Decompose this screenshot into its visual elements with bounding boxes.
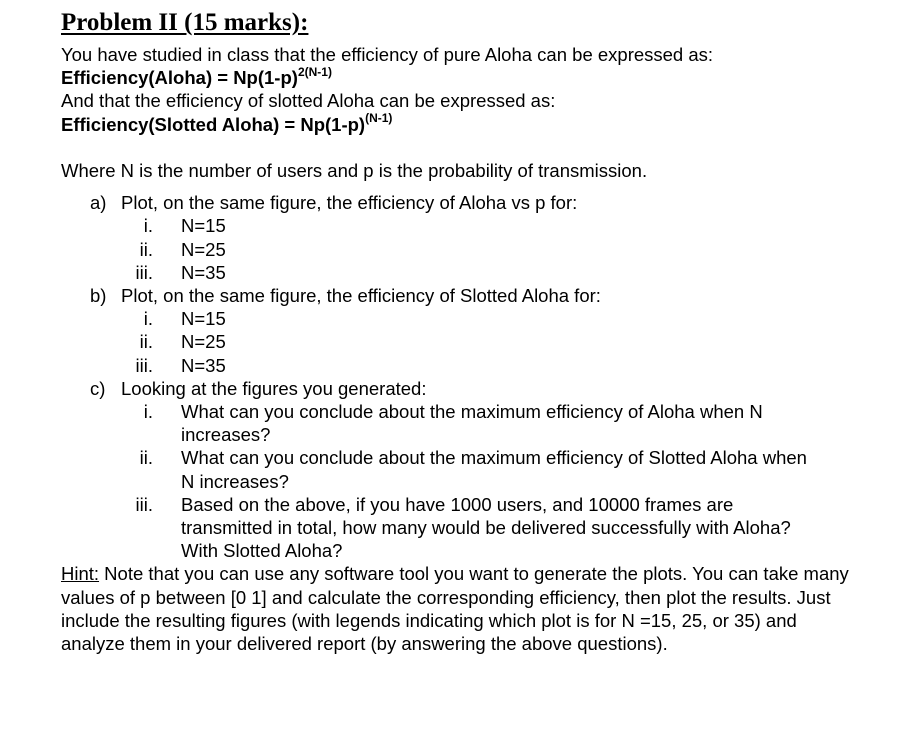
where-statement: Where N is the number of users and p is the probability of transmission. [61,160,648,181]
aloha-formula-base: Efficiency(Aloha) = Np(1-p) [61,67,298,89]
part-a-marker: a) [90,192,107,214]
slotted-aloha-formula [61,113,861,136]
part-c-item [61,446,861,492]
numeral: ii. [139,331,153,353]
intro-aloha-line: You have studied in class that the efficiency of pure Aloha can be expressed as: [61,44,714,65]
item-text: N=35 [181,354,226,376]
hint-paragraph [61,562,861,655]
item-text: Based on the above, if you have 1000 users, and 10000 frames are transmitted in total, how many would be delivered successfully with Aloha? With Slotted Aloha? [181,493,791,562]
part-a [61,191,861,214]
aloha-formula-exponent: 2(N-1) [297,65,332,80]
aloha-formula [61,66,861,89]
item-text: N=25 [181,238,226,260]
part-a-item [61,214,861,237]
item-text: N=15 [181,308,226,330]
part-c-item [61,400,861,446]
hint-label: Hint: [61,563,100,585]
part-a-text: Plot, on the same figure, the efficiency of Aloha vs p for: [121,192,578,214]
part-c-item [61,493,861,563]
numeral: iii. [135,261,153,283]
part-b [61,284,861,307]
problem-title: Problem II (15 marks): [61,9,309,36]
part-a-item [61,261,861,284]
item-text: N=15 [181,215,226,237]
numeral: ii. [139,238,153,260]
problem-body [61,43,861,655]
item-text: What can you conclude about the maximum efficiency of Aloha when N increases? [181,401,763,446]
numeral: i. [143,308,153,330]
part-a-item [61,238,861,261]
numeral: i. [143,215,153,237]
intro-slotted-line: And that the efficiency of slotted Aloha can be expressed as: [61,90,556,112]
part-c [61,377,861,400]
item-text: What can you conclude about the maximum efficiency of Slotted Aloha when N increases? [181,447,807,492]
part-b-text: Plot, on the same figure, the efficiency of Slotted Aloha for: [121,285,601,307]
numeral: iii. [135,493,153,515]
slotted-formula-exponent: (N-1) [365,111,393,126]
part-b-marker: b) [90,285,107,307]
numeral: ii. [139,447,153,469]
numeral: iii. [135,354,153,376]
hint-text: Note that you can use any software tool you want to generate the plots. You can take many values of p between [0 1] and calculate the corresponding efficiency, then plot the results. Just include the resulting figures (with legends indicating which plot is for N =15, 25, or 35) and analyze them in your delivered report (by answering the above questions). [61,563,849,655]
part-c-text: Looking at the figures you generated: [121,377,427,399]
part-b-item [61,354,861,377]
numeral: i. [143,401,153,423]
item-text: N=25 [181,331,226,353]
part-b-item [61,330,861,353]
slotted-formula-base: Efficiency(Slotted Aloha) = Np(1-p) [61,113,366,135]
part-c-marker: c) [90,377,106,399]
part-b-item [61,307,861,330]
item-text: N=35 [181,261,226,283]
